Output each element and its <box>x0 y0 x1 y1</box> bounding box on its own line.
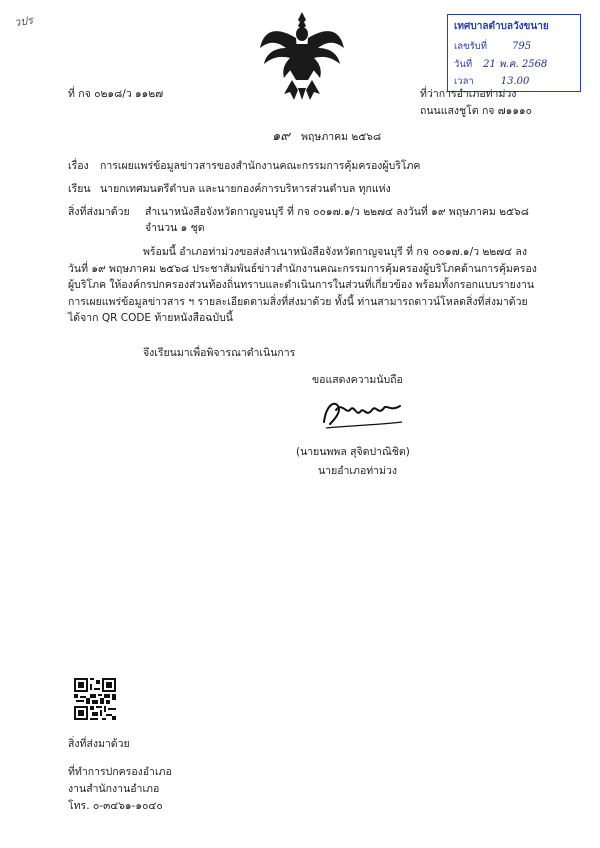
stamp-date-label: วันที่ <box>454 59 473 70</box>
signer-name: (นายนพพล สุจิตปาณิชิต) <box>296 446 410 458</box>
recipient-text: นายกเทศมนตรีตำบล และนายกองค์การบริหารส่วนตำบล ทุกแห่ง <box>100 183 391 195</box>
department-line2: งานสำนักงานอำเภอ <box>68 783 160 795</box>
closing-salutation: ขอแสดงความนับถือ <box>312 374 403 386</box>
stamp-time-value: 13.00 <box>500 76 530 87</box>
stamp-date-value: 21 พ.ค. 2568 <box>483 59 548 70</box>
document-date <box>272 130 381 144</box>
corner-handwritten-note: วปร <box>13 13 34 30</box>
subject-label: เรื่อง <box>68 160 89 172</box>
enclosure-line1: สำเนาหนังสือจังหวัดกาญจนบุรี ที่ กจ ๐๐๑๗.๑/ว ๒๒๗๔ ลงวันที่ ๑๙ พฤษภาคม ๒๕๖๘ <box>145 206 529 218</box>
enclosure-label: สิ่งที่ส่งมาด้วย <box>68 206 130 218</box>
receipt-stamp <box>447 14 581 92</box>
subject-text: การเผยแพร่ข้อมูลข่าวสารของสำนักงานคณะกรรมการคุ้มครองผู้บริโภค <box>100 160 421 172</box>
stamp-time-label: เวลา <box>454 76 474 87</box>
garuda-emblem-icon <box>256 8 348 104</box>
recipient-label: เรียน <box>68 183 91 195</box>
office-address-line2: ถนนแสงชูโต กจ ๗๑๑๑๐ <box>420 105 533 117</box>
date-day: ๑๙ <box>272 129 290 144</box>
office-address-line1: ที่ว่าการอำเภอท่าม่วง <box>420 88 517 100</box>
signature-icon <box>316 392 406 432</box>
body-paragraph-2: จึงเรียนมาเพื่อพิจารณาดำเนินการ <box>143 347 296 359</box>
stamp-receive-no-label: เลขรับที่ <box>454 41 487 52</box>
stamp-time <box>454 74 529 89</box>
stamp-receive-no-value: 795 <box>512 41 532 52</box>
qr-code-icon[interactable] <box>74 678 116 720</box>
qr-caption: สิ่งที่ส่งมาด้วย <box>68 738 130 750</box>
date-month-year: พฤษภาคม ๒๕๖๘ <box>301 131 382 143</box>
stamp-date <box>454 57 547 72</box>
department-line1: ที่ทำการปกครองอำเภอ <box>68 766 172 778</box>
enclosure-line2: จำนวน ๑ ชุด <box>145 222 205 234</box>
body-paragraph-1: พร้อมนี้ อำเภอท่าม่วงขอส่งสำเนาหนังสือจังหวัดกาญจนบุรี ที่ กจ ๐๐๑๗.๑/ว ๒๒๗๔ ลงวันที่ ๑๙ พฤษภาคม ๒๕๖๘ ประชาสัมพันธ์ข่าวสำนักงานคณะกรรมการคุ้มครองผู้บริโภคด้านการคุ้มครองผู้บริโภค ให้องค์กรปกครองส่วนท้องถิ่นทราบและดำเนินการในส่วนที่เกี่ยวข้อง พร้อมทั้งกรอกแบบรายงานการเผยแพร่ข้อมูลข่าวสาร ฯ รายละเอียดตามสิ่งที่ส่งมาด้วย ทั้งนี้ ท่านสามารถดาวน์โหลดสิ่งที่ส่งมาด้วยได้จาก QR CODE ท้ายหนังสือฉบับนี้ <box>68 246 537 324</box>
document-number: ที่ กจ ๐๒๑๘/ว ๑๑๒๗ <box>68 88 164 100</box>
phone-number: โทร. ๐-๓๔๖๑-๑๐๔๐ <box>68 800 163 812</box>
stamp-receive-no <box>454 39 531 54</box>
signer-title: นายอำเภอท่าม่วง <box>318 465 398 477</box>
stamp-org: เทศบาลตำบลวังขนาย <box>454 21 549 32</box>
